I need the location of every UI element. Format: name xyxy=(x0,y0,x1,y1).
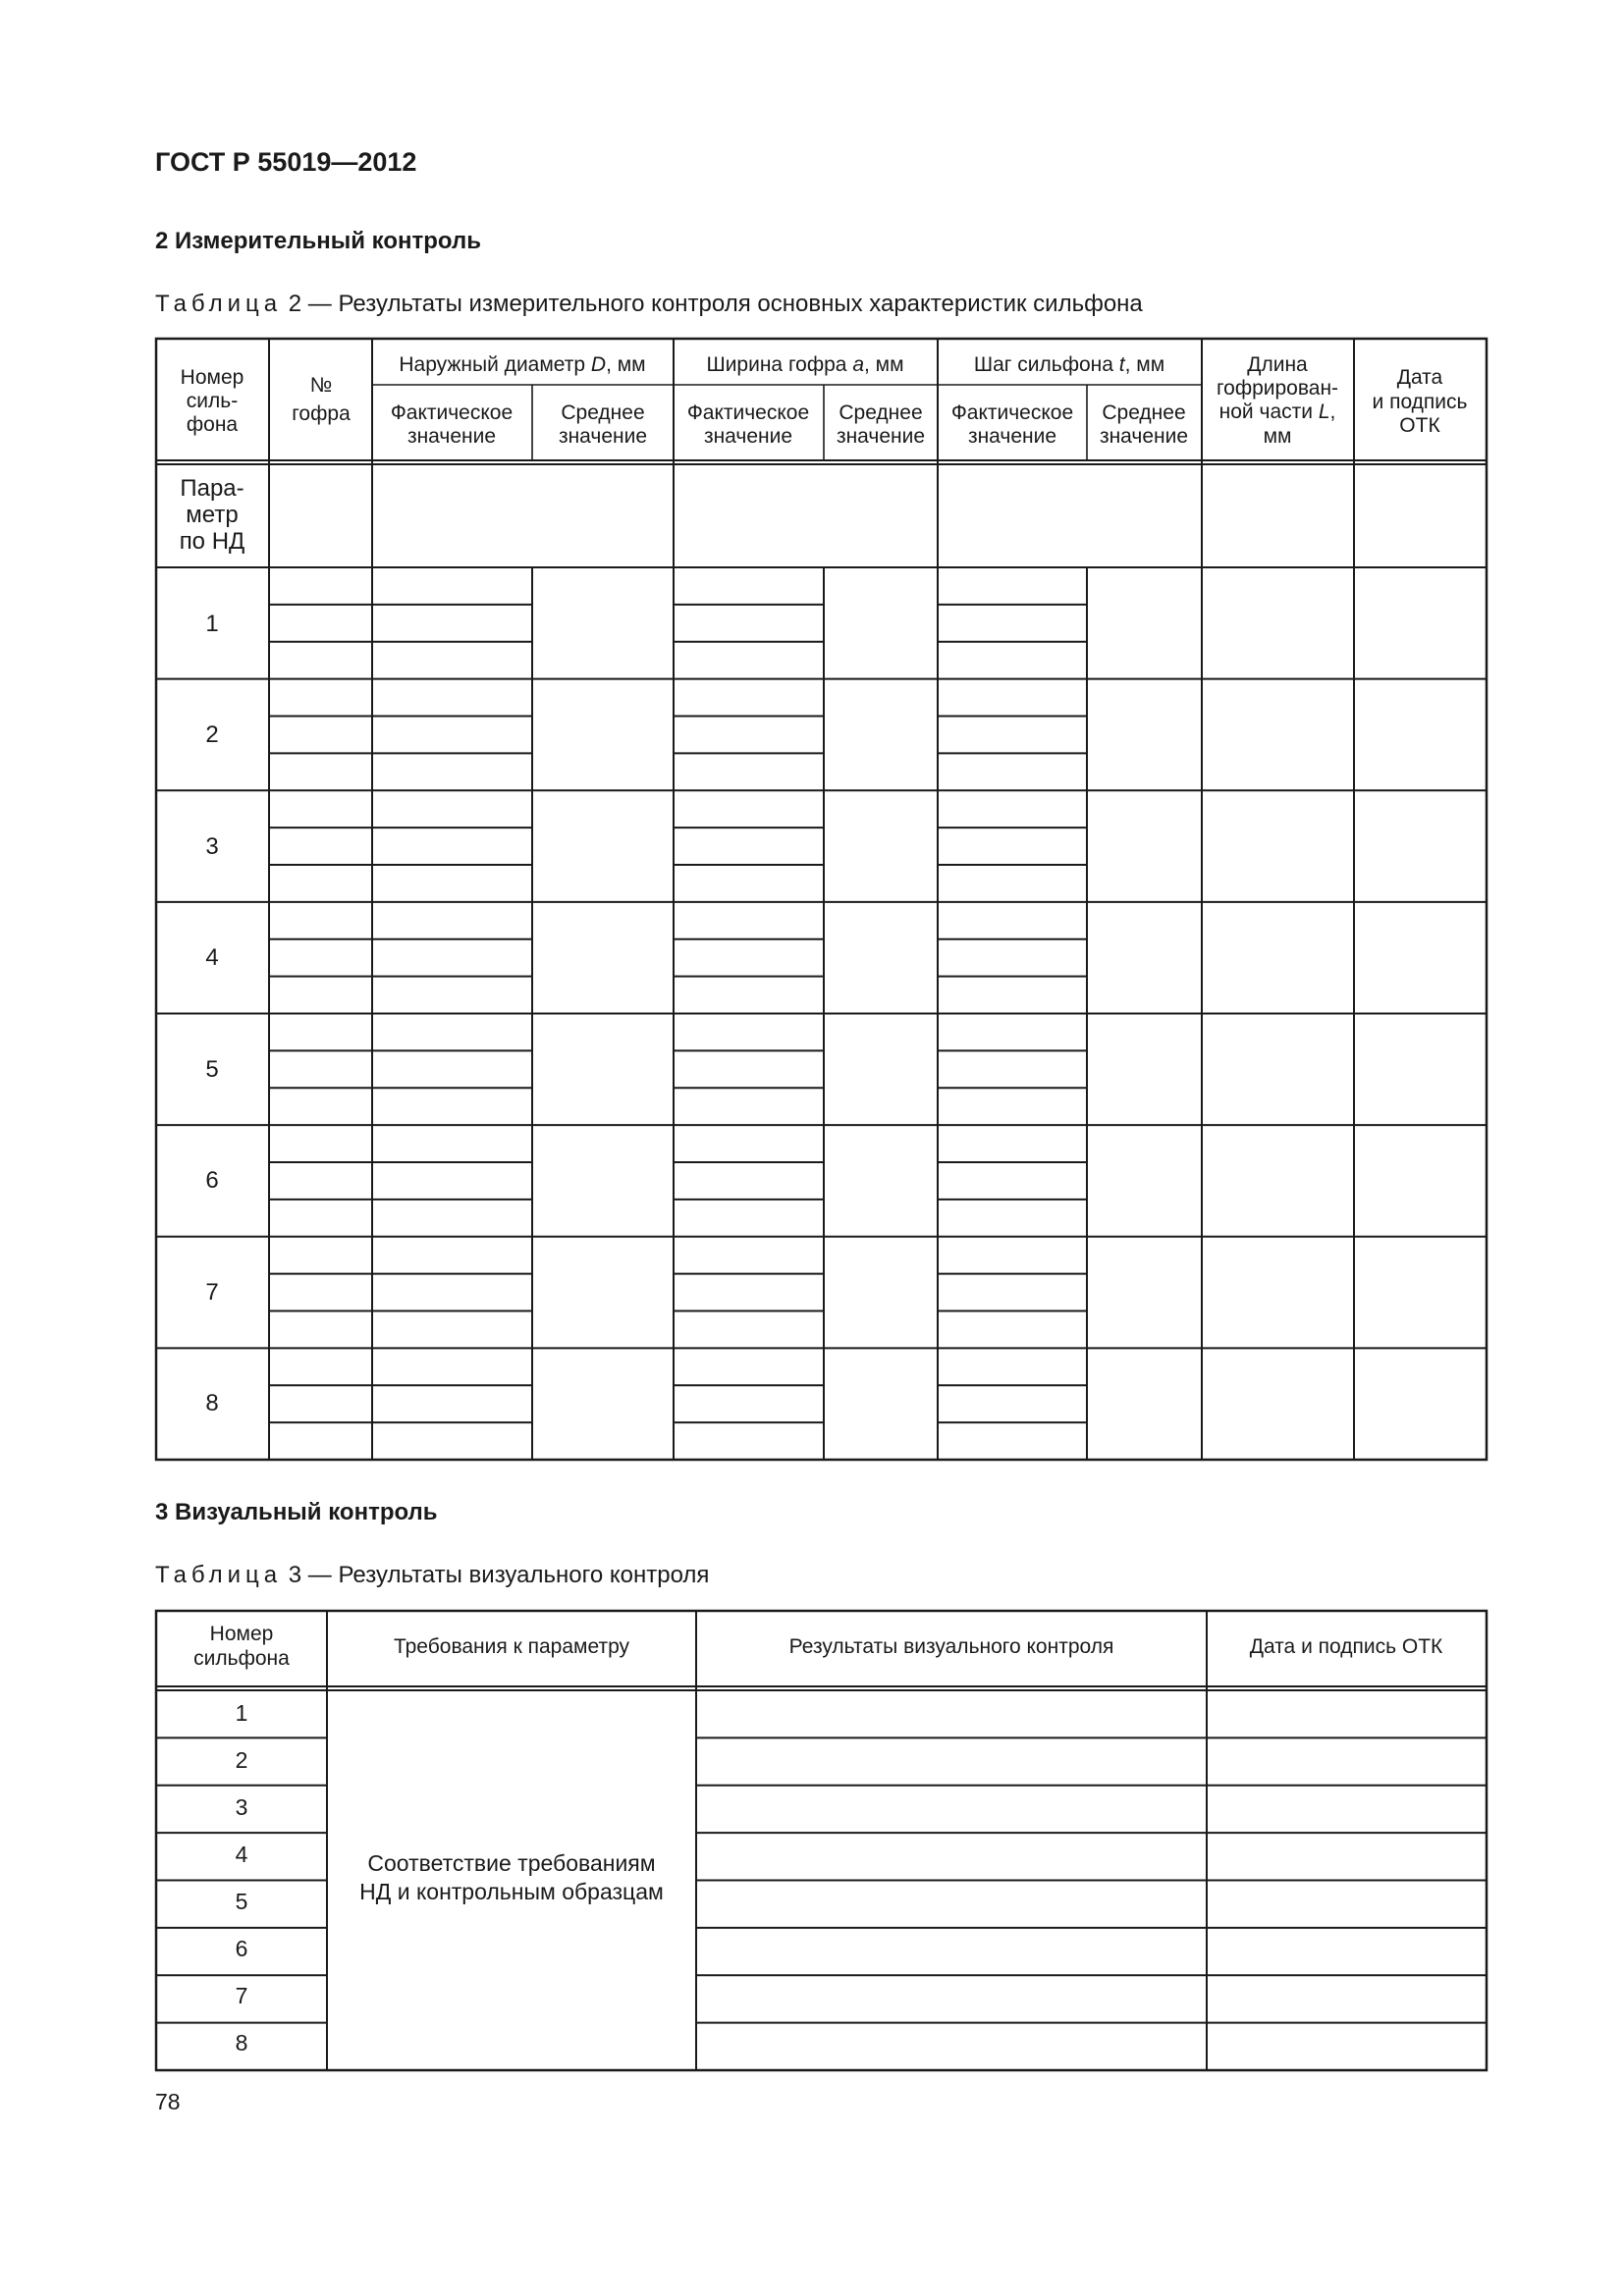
head-diam-fact-2: значение xyxy=(406,425,497,448)
head-length-1: Длина xyxy=(1247,353,1308,376)
t2-row-number: 7 xyxy=(205,1279,219,1306)
head-diameter-b: , мм xyxy=(606,353,646,376)
t2-row-number: 5 xyxy=(205,1056,219,1083)
t3-row-number: 1 xyxy=(235,1700,248,1726)
t3-row-number: 6 xyxy=(235,1936,248,1961)
head-step-avg-1: Среднее xyxy=(1102,401,1186,424)
t3-row-number: 5 xyxy=(235,1889,248,1914)
head-diam-avg-1: Среднее xyxy=(561,401,645,424)
table-3 xyxy=(0,1571,1624,2081)
head-step-fact-1: Фактическое xyxy=(950,401,1074,424)
head-diam-avg-2: значение xyxy=(558,425,648,448)
t2-row-number: 4 xyxy=(205,944,219,971)
standard-code: ГОСТ Р 55019—2012 xyxy=(155,147,417,177)
t3-requirement-text-1: Соответствие требованиям xyxy=(367,1850,656,1876)
section-2-title: 2 Измерительный контроль xyxy=(155,228,481,254)
t3-head-date: Дата и подпись ОТК xyxy=(1249,1635,1443,1658)
page-number: 78 xyxy=(155,2089,181,2114)
t2-row-number: 2 xyxy=(205,721,219,748)
t3-row-number: 3 xyxy=(235,1794,248,1820)
t3-row-number: 2 xyxy=(235,1747,248,1773)
head-width-a: Ширина гофра xyxy=(706,353,853,376)
table-2-caption-prefix: Таблица xyxy=(155,291,283,317)
head-width xyxy=(706,353,903,376)
t3-row-number: 7 xyxy=(235,1983,248,2008)
param-row-label-1: Пара- xyxy=(180,475,244,502)
head-date-1: Дата xyxy=(1396,366,1443,389)
t3-head-num-2: сильфона xyxy=(193,1647,290,1670)
param-row-label-2: метр xyxy=(186,502,239,528)
t3-row-number: 8 xyxy=(235,2030,248,2056)
head-num-1: Номер xyxy=(180,366,244,389)
head-length-3a: ной части xyxy=(1218,400,1319,423)
head-width-fact-2: значение xyxy=(703,425,793,448)
table-2-row-lines xyxy=(156,605,1487,1422)
t2-row-number: 8 xyxy=(205,1390,219,1416)
head-gofr-2: гофра xyxy=(292,402,351,425)
table-2-caption-text: 2 — Результаты измерительного контроля основных характеристик сильфона xyxy=(288,291,1143,317)
head-width-var: a xyxy=(852,353,864,376)
head-length-2: гофрирован- xyxy=(1216,377,1339,400)
head-step-fact-2: значение xyxy=(967,425,1057,448)
head-gofr-1: № xyxy=(309,374,333,397)
t2-row-number: 1 xyxy=(205,611,219,637)
table-3-row-lines xyxy=(156,1737,1487,2022)
head-length-3 xyxy=(1219,400,1336,423)
head-diameter xyxy=(399,353,645,376)
table-2-frame xyxy=(156,339,1487,1460)
table-3-caption-text: 3 — Результаты визуального контроля xyxy=(288,1562,710,1588)
t3-head-results: Результаты визуального контроля xyxy=(788,1635,1114,1658)
head-length-4: мм xyxy=(1263,425,1292,448)
head-step-avg-2: значение xyxy=(1099,425,1189,448)
section-3-title: 3 Визуальный контроль xyxy=(155,1499,438,1525)
head-width-avg-1: Среднее xyxy=(839,401,923,424)
param-row-label-3: по НД xyxy=(179,528,245,555)
table-3-frame xyxy=(156,1611,1487,2070)
t3-head-requirements: Требования к параметру xyxy=(393,1635,630,1658)
head-step-a: Шаг сильфона xyxy=(973,353,1119,376)
head-diam-fact-1: Фактическое xyxy=(390,401,514,424)
table-3-caption-prefix: Таблица xyxy=(155,1562,283,1588)
head-width-fact-1: Фактическое xyxy=(686,401,810,424)
table-3-header xyxy=(193,1623,1443,1670)
table-3-row-numbers xyxy=(236,1700,248,2056)
head-num-3: фона xyxy=(186,413,239,436)
head-length-var: L xyxy=(1318,400,1330,423)
head-width-b: , мм xyxy=(864,353,904,376)
head-step xyxy=(974,353,1164,376)
t3-row-number: 4 xyxy=(235,1842,248,1867)
head-date-2: и подпись xyxy=(1372,391,1468,413)
t3-requirement-text-2: НД и контрольным образцам xyxy=(359,1879,664,1904)
head-date-3: ОТК xyxy=(1399,414,1440,437)
t2-row-number: 6 xyxy=(205,1167,219,1194)
head-step-var: t xyxy=(1118,353,1125,376)
head-diameter-a: Наружный диаметр xyxy=(399,353,591,376)
head-width-avg-2: значение xyxy=(836,425,926,448)
head-length-3b: , xyxy=(1329,400,1336,423)
t3-head-num-1: Номер xyxy=(209,1623,274,1645)
head-step-b: , мм xyxy=(1124,353,1165,376)
head-num-2: силь- xyxy=(186,390,239,412)
t2-row-number: 3 xyxy=(205,833,219,860)
head-diameter-var: D xyxy=(590,353,607,376)
